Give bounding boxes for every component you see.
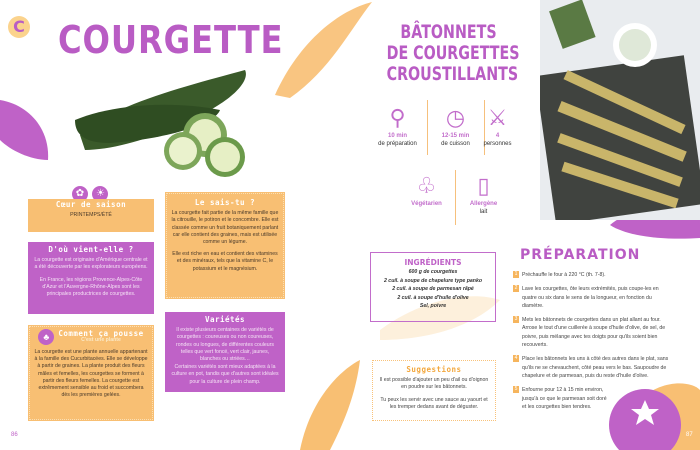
- cook-time-label: de cuisson: [441, 141, 470, 147]
- varieties-text-2: Certaines variétés sont mieux adaptées à la culture en pot, tandis que d'autres sont idéales pour la culture de plein champ.: [171, 364, 279, 385]
- origin-text-1: La courgette est originaire d'Amérique centrale et a été découverte par les explorateurs européens.: [34, 257, 148, 271]
- cutlery-icon: ⚔: [487, 105, 508, 130]
- page-title: COURGETTE: [58, 18, 284, 62]
- did-you-know-box: [165, 192, 285, 299]
- broccoli-icon: ♧: [416, 173, 437, 198]
- orange-leaf-decoration: [275, 2, 372, 98]
- ingredients-box: [370, 252, 496, 322]
- sun-icon: ☀: [92, 186, 108, 202]
- prep-time-value: 10 min: [387, 133, 407, 139]
- preparation-steps: [513, 271, 673, 417]
- varieties-box: [165, 312, 285, 392]
- clock-icon: ◷: [445, 105, 466, 130]
- did-you-know-title: Le sais-tu ?: [194, 198, 256, 207]
- orange-leaf-bottom-decoration: [300, 360, 360, 450]
- step-item: 1 Préchauffe le four à 220 °C (th. 7-8).: [514, 271, 606, 278]
- how-it-grows-subtitle: C'est une plante: [81, 337, 121, 343]
- ingredient-item: Sel, poivre: [419, 303, 447, 309]
- allergen: [456, 172, 511, 216]
- suggestions-box: [372, 360, 496, 421]
- did-you-know-text-2: Elle est riche en eau et contient des vitamines et des minéraux, tels que la vitamine C, le potassium et le magnésium.: [172, 251, 278, 272]
- ingredient-item: 600 g de courgettes: [408, 269, 458, 275]
- suggestions-text-2: Tu peux les servir avec une sauce au yaourt et les tremper dedans avant de déguster.: [380, 396, 488, 410]
- cook-time-value: 12-15 min: [441, 133, 470, 139]
- whisk-icon: ⚲: [389, 105, 406, 130]
- milk-icon: ▯: [477, 173, 490, 198]
- recipe-title: [366, 22, 531, 85]
- servings-label: personnes: [483, 141, 512, 147]
- ingredients-title: INGRÉDIENTS: [404, 258, 462, 267]
- how-it-grows-text: La courgette est une plante annuelle appartenant à la famille des Cucurbitacées. Elle se développe à partir de graines. La plante produit des fleurs mâles et femelles, les courgettes se forment à partir des fleurs femelles. La courgette est extrêmement sensible au froid et succombera dès les premières gelées.: [34, 349, 148, 399]
- recipe-photo: [540, 0, 700, 220]
- step-item: 2 Lave les courgettes, ôte leurs extrémités, puis coupe-les en quatre ou six dans le sens de la longueur, en fonction du diamètre.: [514, 285, 659, 309]
- prep-time: [370, 104, 425, 148]
- purple-leaf-decoration: [0, 100, 48, 160]
- origin-text-2: En France, les régions Provence-Alpes-Côte d'Azur et l'Auvergne-Rhône-Alpes sont les principales productrices de courgettes.: [39, 276, 143, 298]
- prep-time-label: de préparation: [378, 141, 417, 147]
- page-number-right: 87: [686, 432, 693, 438]
- sprout-icon: ♣: [38, 329, 54, 345]
- did-you-know-text-1: La courgette fait partie de la même famille que la citrouille, le potiron et le concombre. Elle est classée comme un fruit botaniquement parlant car elle contient des graines, mais est utilisée comme un légume.: [171, 210, 279, 246]
- spring-icon: ✿: [72, 186, 88, 202]
- vegetarian-label: Végétarien: [411, 201, 442, 207]
- origin-box: [28, 242, 154, 314]
- zucchini-image: [70, 65, 255, 180]
- step-item: 3 Mets les bâtonnets de courgettes dans un plat allant au four. Arrose le tout d'une cuillerée à soupe d'huile d'olive, de sel, de poivre, puis mélange avec tes doigts pour qu'ils soient bien recouverts.: [514, 316, 666, 349]
- ingredient-item: 2 cuil. à soupe de chapelure type panko: [383, 277, 482, 284]
- step-item: 4 Place les bâtonnets les uns à côté des autres dans le plat, sans qu'ils ne se chevauchent, côté peau vers le bas. Saupoudre de chapelure et de parmesan, puis du reste d'huile d'olive.: [514, 355, 669, 379]
- letter-badge: C: [8, 16, 30, 38]
- season-title: Cœur de saison: [55, 200, 127, 209]
- recipe-title-line: BÂTONNETS: [400, 21, 497, 43]
- recipe-title-line: CROUSTILLANTS: [386, 63, 519, 85]
- ingredient-item: 2 cuil. à soupe de parmesan râpé: [392, 286, 474, 292]
- suggestions-title: Suggestions: [406, 365, 462, 374]
- season-text: PRINTEMPS/ÉTÉ: [70, 212, 112, 219]
- servings-value: 4: [495, 133, 500, 139]
- step-item: 5 Enfourne pour 12 à 15 min environ, jusqu'à ce que le parmesan soit doré et les courgettes bien tendres.: [514, 386, 607, 410]
- recipe-title-line: DE COURGETTES: [386, 42, 520, 64]
- suggestions-text-1: Il est possible d'ajouter un peu d'ail ou d'oignon en poudre sur les bâtonnets.: [379, 377, 489, 391]
- ingredient-item: 2 cuil. à soupe d'huile d'olive: [397, 294, 469, 301]
- varieties-title: Variétés: [204, 315, 246, 324]
- servings: [470, 104, 525, 148]
- vegetarian: [399, 172, 454, 208]
- origin-title: D'où vient-elle ?: [48, 245, 134, 254]
- varieties-text-1: Il existe plusieurs centaines de variétés de courgettes : coureuses ou non coureuses, rondes ou longues, de différentes couleurs telles que vert foncé, vert clair, jaunes, blanches ou striées…: [176, 327, 274, 363]
- allergen-value: Allergène: [469, 201, 498, 207]
- season-box: [28, 199, 154, 232]
- preparation-title: PRÉPARATION: [520, 247, 641, 263]
- page-number-left: 86: [11, 432, 18, 438]
- allergen-label: lait: [479, 209, 488, 215]
- how-it-grows-title: Comment ça pousse: [58, 328, 144, 338]
- how-it-grows-box: [28, 325, 154, 421]
